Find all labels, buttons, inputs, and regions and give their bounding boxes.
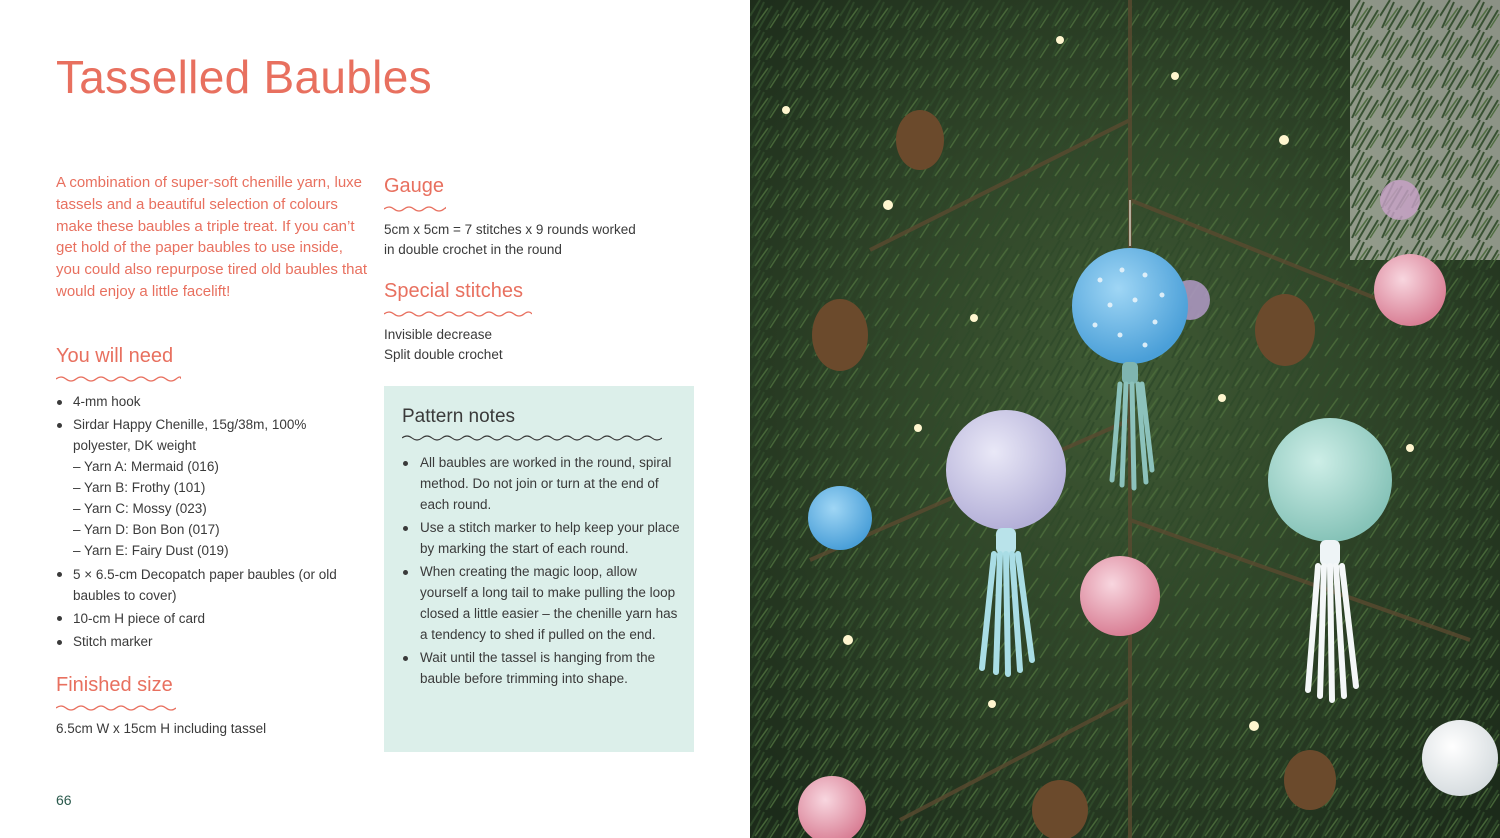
list-item bbox=[56, 391, 356, 412]
page-title: Tasselled Baubles bbox=[56, 51, 432, 103]
pattern-notes-box bbox=[384, 386, 694, 752]
list-subitem: – Yarn E: Fairy Dust (019) bbox=[73, 543, 229, 559]
list-item bbox=[56, 414, 356, 561]
you-will-need-heading: You will need bbox=[56, 345, 174, 367]
special-stitches-list bbox=[384, 325, 684, 365]
wave-divider bbox=[384, 205, 446, 213]
pattern-notes-heading: Pattern notes bbox=[402, 406, 516, 427]
pattern-notes-list bbox=[402, 452, 682, 691]
finished-size-heading: Finished size bbox=[56, 674, 173, 696]
special-stitches-heading: Special stitches bbox=[384, 280, 523, 302]
list-item: Wait until the tassel is hanging from the bauble before trimming into shape. bbox=[402, 647, 682, 689]
list-item: Invisible decrease bbox=[384, 327, 493, 342]
wave-divider bbox=[384, 310, 532, 318]
intro-paragraph: A combination of super-soft chenille yarn, luxe tassels and a beautiful selection of colours make these baubles a triple treat. If you can’t get hold of the paper baubles to use inside, you could also repurpose tired old baubles that would enjoy a little facelift! bbox=[56, 174, 368, 300]
list-item: Split double crochet bbox=[384, 347, 503, 362]
list-subitem: – Yarn D: Bon Bon (017) bbox=[73, 522, 220, 538]
list-item: Use a stitch marker to help keep your place by marking the start of each round. bbox=[402, 517, 682, 559]
wave-divider bbox=[402, 434, 662, 442]
page-number: 66 bbox=[56, 792, 72, 808]
list-subitem: – Yarn A: Mermaid (016) bbox=[73, 459, 219, 475]
tree-photo bbox=[750, 0, 1500, 838]
list-subitem: – Yarn C: Mossy (023) bbox=[73, 501, 207, 517]
list-item-text: 5 × 6.5-cm Decopatch paper baubles (or old baubles to cover) bbox=[73, 566, 337, 603]
list-item-text: Stitch marker bbox=[73, 634, 153, 650]
wave-divider bbox=[56, 375, 181, 383]
list-item-text: Sirdar Happy Chenille, 15g/38m, 100% polyester, DK weight bbox=[73, 417, 307, 454]
wave-divider bbox=[56, 704, 176, 712]
christmas-tree-photo bbox=[750, 0, 1500, 838]
materials-list bbox=[56, 391, 356, 654]
list-item bbox=[56, 564, 356, 606]
list-item bbox=[56, 608, 356, 629]
gauge-text: 5cm x 5cm = 7 stitches x 9 rounds worked in double crochet in the round bbox=[384, 222, 636, 257]
gauge-heading: Gauge bbox=[384, 175, 445, 197]
finished-size-text: 6.5cm W x 15cm H including tassel bbox=[56, 721, 267, 736]
list-item-text: 10-cm H piece of card bbox=[73, 610, 206, 626]
list-subitem: – Yarn B: Frothy (101) bbox=[73, 480, 206, 496]
list-item-text: 4-mm hook bbox=[73, 394, 141, 409]
list-item: When creating the magic loop, allow yourself a long tail to make pulling the loop closed a little easier – the chenille yarn has a tendency to shed if pulled on the end. bbox=[402, 561, 682, 645]
list-item: All baubles are worked in the round, spiral method. Do not join or turn at the end of each round. bbox=[402, 452, 682, 515]
list-item bbox=[56, 631, 356, 652]
